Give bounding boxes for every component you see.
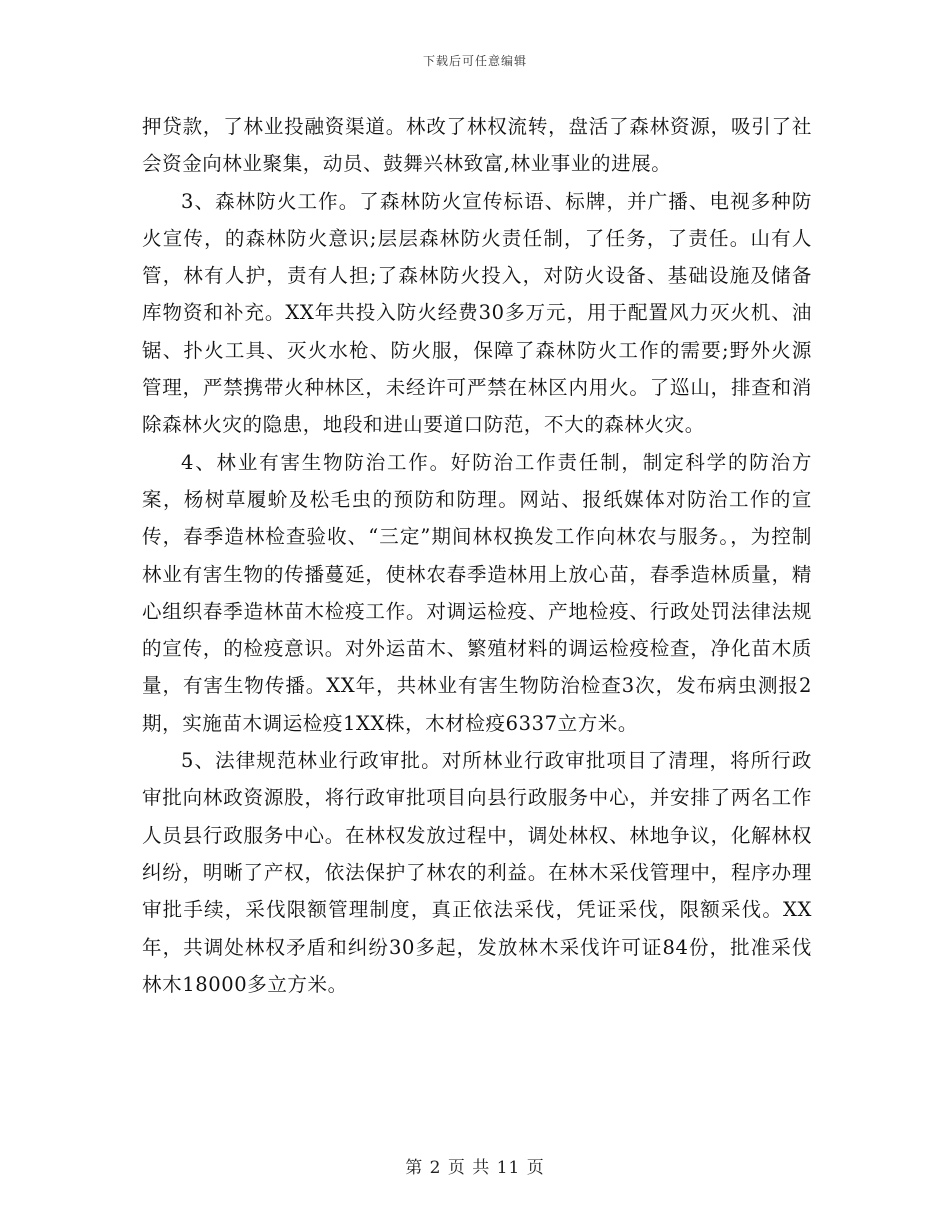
paragraph-continued: 押贷款，了林业投融资渠道。林改了林权流转，盘活了森林资源，吸引了社会资金向林业聚集，动员、鼓舞兴林致富,林业事业的进展。 [142, 115, 812, 176]
paragraph-administrative-approval: 5、法律规范林业行政审批。对所林业行政审批项目了清理，将所行政审批向林政资源股，将行政审批项目向县行政服务中心，并安排了两名工作人员县行政服务中心。在林权发放过程中，调处林权、林地争议，化解林权纠纷，明晰了产权，依法保护了林农的利益。在林木采伐管理中，程序办理审批手续，采伐限额管理制度，真正依法采伐，凭证采伐，限额采伐。XX年，共调处林权矛盾和纠纷30多起，发放林木采伐许可证84份，批准采伐林木18000多立方米。 [142, 749, 812, 996]
document-body [142, 108, 812, 1003]
page-number-footer: 第 2 页 共 11 页 [405, 1158, 545, 1178]
paragraph-pest-control: 4、林业有害生物防治工作。好防治工作责任制，制定科学的防治方案，杨树草履蚧及松毛虫的预防和防理。网站、报纸媒体对防治工作的宣传，春季造林检查验收、“三定”期间林权换发工作向林农与服务。，为控制林业有害生物的传播蔓延，使林农春季造林用上放心苗，春季造林质量，精心组织春季造林苗木检疫工作。对调运检疫、产地检疫、行政处罚法律法规的宣传，的检疫意识。对外运苗木、繁殖材料的调运检疫检查，净化苗木质量，有害生物传播。XX年，共林业有害生物防治检查3次，发布病虫测报2期，实施苗木调运检疫1XX株，木材检疫6337立方米。 [142, 450, 812, 735]
page-header-note: 下载后可任意编辑 [422, 54, 527, 68]
paragraph-fire-prevention: 3、森林防火工作。了森林防火宣传标语、标牌，并广播、电视多种防火宣传，的森林防火意识;层层森林防火责任制，了任务，了责任。山有人管，林有人护，责有人担;了森林防火投入，对防火设备、基础设施及储备库物资和补充。XX年共投入防火经费30多万元，用于配置风力灭火机、油锯、扑火工具、灭火水枪、防火服，保障了森林防火工作的需要;野外火源管理，严禁携带火种林区，未经许可严禁在林区内用火。了巡山，排查和消除森林火灾的隐患，地段和进山要道口防范，不大的森林火灾。 [142, 189, 812, 437]
